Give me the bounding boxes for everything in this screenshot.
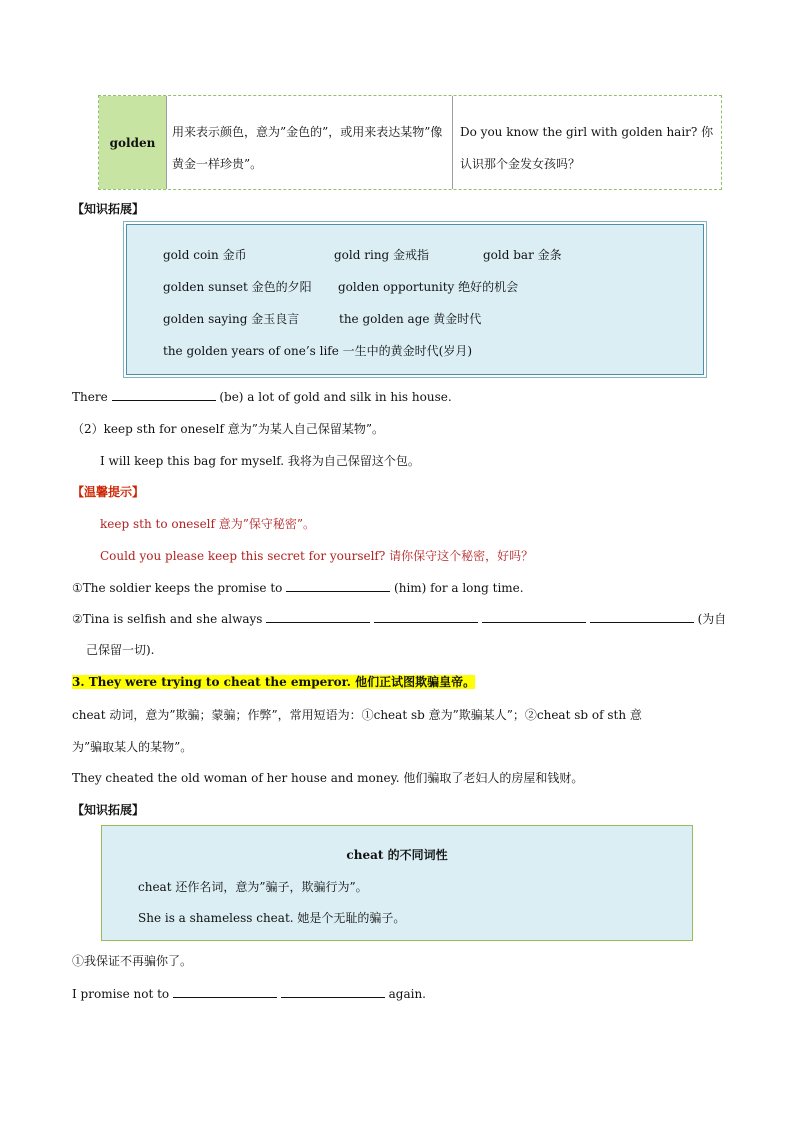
expand2-line: She is a shameless cheat. 她是个无耻的骗子。 — [138, 911, 406, 925]
expand1-item: gold ring 金戒指 — [334, 248, 430, 262]
expand2-title: 【知识拓展】 — [72, 803, 145, 817]
exercise-3-cn: ①我保证不再骗你了。 — [72, 954, 193, 968]
section3-heading: 3. They were trying to cheat the emperor. 他们正试图欺骗皇帝。 — [72, 675, 476, 689]
exercise-there — [72, 388, 452, 404]
vocab-word: golden — [99, 96, 167, 189]
exercise-text: ①The soldier keeps the promise to — [72, 581, 283, 595]
expand1-box — [126, 224, 704, 375]
expand1-item: gold coin 金币 — [163, 248, 247, 262]
tip-title: 【温馨提示】 — [72, 485, 145, 499]
answer-blank[interactable] — [173, 985, 277, 998]
answer-blank[interactable] — [286, 579, 390, 592]
vocab-example: Do you know the girl with golden hair? 你认识那个金发女孩吗？ — [460, 125, 714, 171]
exercise-text: (be) a lot of gold and silk in his house. — [219, 390, 452, 404]
expand1-item: golden sunset 金色的夕阳 — [163, 280, 312, 294]
exercise-text: (him) for a long time. — [394, 581, 524, 595]
expand1-item: gold bar 金条 — [483, 248, 562, 262]
exercise-text: There — [72, 390, 108, 404]
expand2-box — [101, 825, 693, 941]
exercise-text: I promise not to — [72, 987, 170, 1001]
answer-blank[interactable] — [590, 610, 694, 623]
keep-for-heading: （2）keep sth for oneself 意为”为某人自己保留某物”。 — [72, 422, 385, 436]
exercise-2 — [72, 610, 726, 627]
tip-line: Could you please keep this secret for yourself? 请你保守这个秘密，好吗？ — [100, 549, 534, 563]
section3-example: They cheated the old woman of her house and money. 他们骗取了老妇人的房屋和钱财。 — [72, 771, 584, 785]
expand2-line: cheat 还作名词，意为”骗子，欺骗行为”。 — [138, 880, 368, 894]
answer-blank[interactable] — [281, 985, 385, 998]
expand1-item: golden saying 金玉良言 — [163, 312, 300, 326]
answer-blank[interactable] — [112, 388, 216, 401]
tip-line: keep sth to oneself 意为”保守秘密”。 — [100, 517, 316, 531]
expand2-box-title: cheat 的不同词性 — [346, 848, 448, 862]
exercise-3 — [72, 985, 426, 1001]
keep-for-example: I will keep this bag for myself. 我将为自己保留这个包。 — [100, 454, 420, 468]
exercise-text: ②Tina is selfish and she always — [72, 612, 263, 626]
exercise-1 — [72, 579, 524, 595]
expand1-item: the golden years of one’s life 一生中的黄金时代(岁月) — [163, 344, 473, 358]
vocab-table — [98, 95, 722, 190]
exercise-text: again. — [388, 987, 426, 1001]
vocab-meaning: 用来表示颜色，意为”金色的”，或用来表达某物”像黄金一样珍贵”。 — [166, 96, 453, 189]
exercise-2-wrap: 己保留一切). — [86, 643, 155, 657]
exercise-text: (为自 — [697, 612, 727, 626]
section3-title — [72, 673, 475, 690]
answer-blank[interactable] — [482, 610, 586, 623]
answer-blank[interactable] — [266, 610, 370, 623]
expand1-item: the golden age 黄金时代 — [339, 312, 482, 326]
section3-explain: 为”骗取某人的某物”。 — [72, 740, 193, 754]
expand1-title: 【知识拓展】 — [72, 202, 145, 216]
answer-blank[interactable] — [374, 610, 478, 623]
expand1-item: golden opportunity 绝好的机会 — [338, 280, 519, 294]
section3-explain: cheat 动词，意为”欺骗；蒙骗；作弊”，常用短语为：①cheat sb 意为”欺骗某人”；②cheat sb of sth 意 — [72, 708, 642, 722]
